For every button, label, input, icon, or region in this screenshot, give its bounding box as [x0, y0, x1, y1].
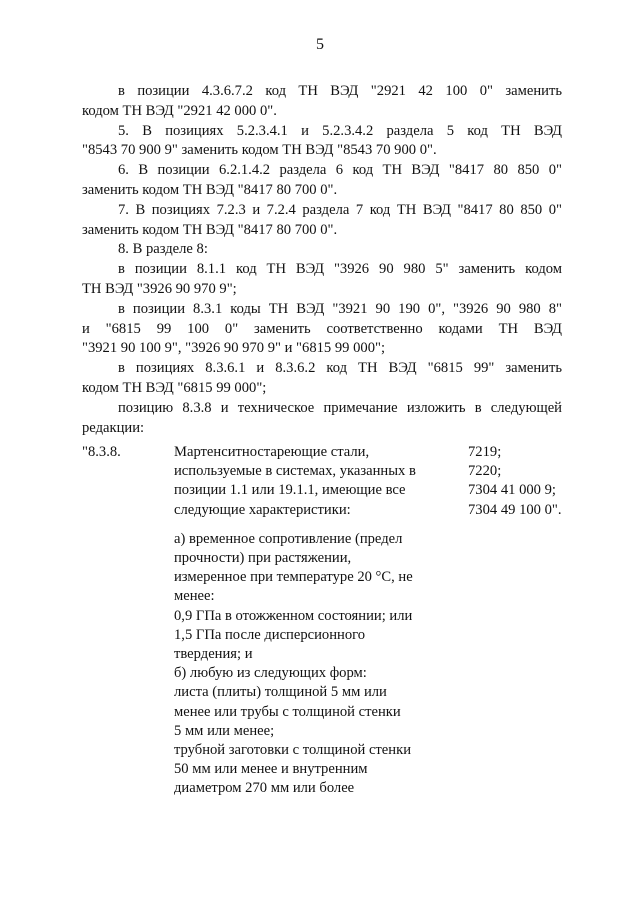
paragraph-5-line-1: 8. В разделе 8: [118, 241, 208, 258]
description-line: следующие характеристики: [174, 501, 351, 518]
description-line: позиции 1.1 или 19.1.1, имеющие все [174, 482, 406, 499]
paragraph-3-line-2: заменить кодом ТН ВЭД "8417 80 700 0". [82, 181, 338, 198]
description-line: листа (плиты) толщиной 5 мм или [174, 684, 387, 701]
description-line: 5 мм или менее; [174, 722, 275, 739]
amendment-text [82, 82, 562, 438]
description-line: 1,5 ГПа после дисперсионного [174, 626, 366, 643]
paragraph-8-line-2: кодом ТН ВЭД "6815 99 000"; [82, 379, 267, 396]
code-line: 7219; [468, 444, 502, 460]
paragraph-4-line-2: заменить кодом ТН ВЭД "8417 80 700 0". [82, 221, 338, 238]
code-line: 7304 49 100 0". [468, 501, 562, 518]
paragraph-6-line-1: в позиции 8.1.1 код ТН ВЭД "3926 90 980 5" заменить кодом [118, 261, 562, 278]
paragraph-9-line-2: редакции: [82, 419, 145, 436]
description-line: 0,9 ГПа в отожженном состоянии; или [174, 607, 413, 624]
paragraph-9-line-1: позицию 8.3.8 и техническое примечание изложить в следующей [118, 399, 562, 416]
description-line: прочности) при растяжении, [174, 550, 352, 567]
description-line: менее: [174, 588, 215, 605]
tn-ved-codes [468, 443, 588, 520]
paragraph-7-line-1: в позиции 8.3.1 коды ТН ВЭД "3921 90 190 0", "3926 90 980 8" [118, 300, 562, 317]
paragraph-2-line-1: 5. В позициях 5.2.3.4.1 и 5.2.3.4.2 раздела 5 код ТН ВЭД [118, 122, 562, 139]
paragraph-2-line-2: "8543 70 900 9" заменить кодом ТН ВЭД "8543 70 900 0". [82, 142, 437, 159]
description-line: б) любую из следующих форм: [174, 665, 367, 682]
description-line: диаметром 270 мм или более [174, 780, 355, 797]
description-line: твердения; и [174, 646, 253, 663]
paragraph-7-line-2: и "6815 99 100 0" заменить соответственно кодами ТН ВЭД [82, 320, 562, 337]
description-line: измеренное при температуре 20 °С, не [174, 569, 413, 586]
code-line: 7220; [468, 463, 502, 480]
description-line: а) временное сопротивление (предел [174, 530, 403, 547]
paragraph-4-line-1: 7. В позициях 7.2.3 и 7.2.4 раздела 7 код ТН ВЭД "8417 80 850 0" [118, 201, 562, 218]
page-number: 5 [316, 36, 324, 53]
position-description [174, 443, 450, 799]
paragraph-1-line-1: в позиции 4.3.6.7.2 код ТН ВЭД "2921 42 100 0" заменить [118, 83, 562, 99]
description-line: используемые в системах, указанных в [174, 463, 416, 480]
description-line: менее или трубы с толщиной стенки [174, 703, 401, 720]
position-number: "8.3.8. [82, 444, 121, 460]
description-line: трубной заготовки с толщиной стенки [174, 742, 411, 759]
description-line: 50 мм или менее и внутренним [174, 761, 368, 778]
paragraph-8-line-1: в позициях 8.3.6.1 и 8.3.6.2 код ТН ВЭД "6815 99" заменить [118, 360, 562, 377]
paragraph-7-line-3: "3921 90 100 9", "3926 90 970 9" и "6815 99 000"; [82, 340, 385, 357]
paragraph-3-line-1: 6. В позиции 6.2.1.4.2 раздела 6 код ТН ВЭД "8417 80 850 0" [118, 162, 562, 179]
code-line: 7304 41 000 9; [468, 482, 556, 499]
paragraph-1-line-2: кодом ТН ВЭД "2921 42 000 0". [82, 102, 277, 119]
paragraph-6-line-2: ТН ВЭД "3926 90 970 9"; [82, 280, 237, 297]
description-line: Мартенситностареющие стали, [174, 444, 370, 460]
